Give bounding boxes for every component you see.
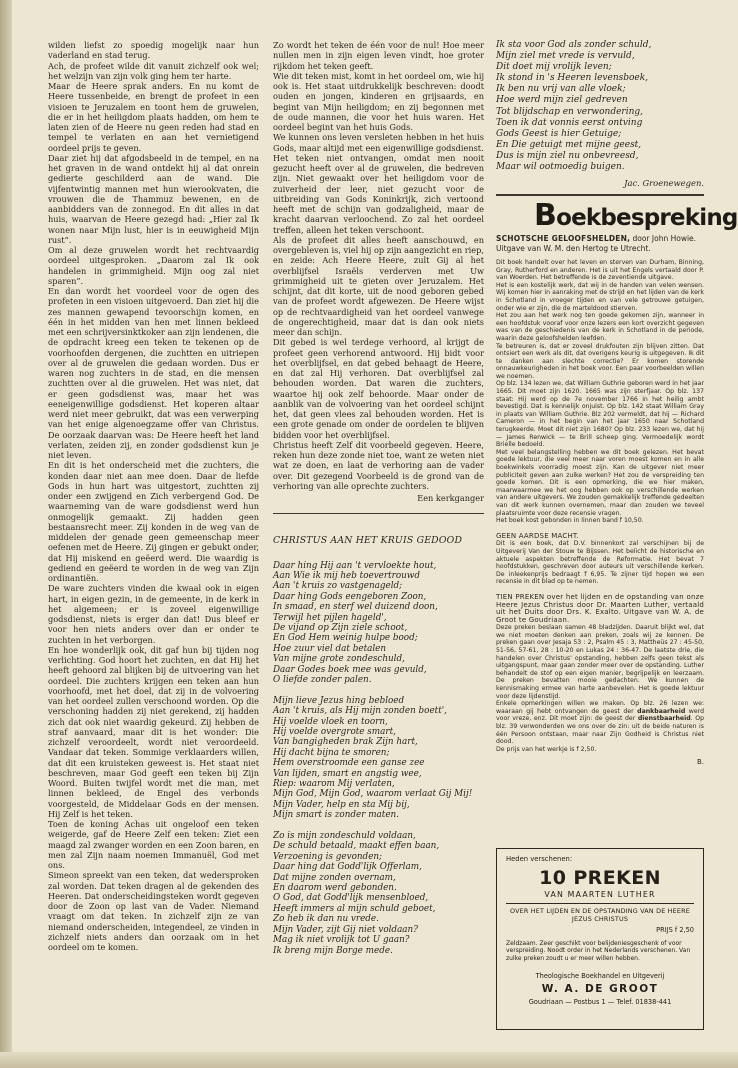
paragraph: Dit gebed is wel terdege verhoord, al krijgt de profeet geen verhorend antwoord. Hij bidt voor het overblijfsel, en dat gebed behaagt de Heere, en dat zal Hij verhoren. Dat overblijfsel zal behouden worden. Dat waren die zuchters, waartoe hij ook zelf behoorde. Maar onder de aanblik van de volvoering van het oordeel schijnt het, dat geen vlees zal behouden worden. Het is een grote genade om onder de oordelen te blijven bidden voor het overblijfsel. bbox=[273, 337, 484, 440]
paragraph: Zo wordt het teken de één voor de nul! Hoe meer nullen men in zijn eigen leven vindt, hoe groter rijkdom het teken geeft. bbox=[273, 40, 484, 71]
ad-publisher-type: Theologische Boekhandel en Uitgeverij bbox=[535, 972, 665, 981]
poem-line: Aan 't kruis zo vastgenageld; bbox=[273, 581, 403, 592]
ad-info: Zeldzaam. Zeer geschikt voor belijdeniesgeschenk of voor verspreiding. Noodt order in het Nederlands verschenen. Van zulke preken zoudt u er meer willen hebben. bbox=[506, 940, 691, 962]
paragraph: Christus heeft Zelf dit voorbeeld gegeven. Heere, reken hun deze zonde niet toe, want ze weten niet wat ze doen, en laat de verhoring aan de vader over. Dit gezegend Voorbeeld is de grond van de verhoring van alle oprechte zuchters. bbox=[273, 439, 484, 491]
poem-line: En daarom werd gebonden. bbox=[273, 883, 397, 894]
section-title bbox=[534, 198, 738, 234]
poem-continuation bbox=[496, 40, 704, 173]
poem-line: Daar hing dat Godd'lijk Offerlam, bbox=[273, 862, 422, 873]
poem-line: De schuld betaald, maakt effen baan, bbox=[273, 841, 440, 852]
poem-line: Daar hing Gods eengeboren Zoon, bbox=[273, 591, 427, 602]
ad-divider bbox=[506, 903, 694, 904]
review-byline: over het lijden en de opstanding van onze Heere Jezus Christus door Dr. Maarten Luther, vertaald uit het Duits door Drs. K. Exalto. Uitgave van W. A. de Groot te Goudriaan. bbox=[496, 592, 704, 624]
poem-line: Van lijden, smart en angstig wee, bbox=[273, 768, 422, 779]
poem-stanza bbox=[273, 561, 484, 686]
ad-publisher-name: W. A. DE GROOT bbox=[541, 983, 659, 996]
poem-line: Hem overstroomde een ganse zee bbox=[273, 758, 425, 769]
paragraph: De prijs van het werkje is f 2,50. bbox=[496, 745, 597, 753]
poem-line: Daar Godes boek mee was gevuld, bbox=[273, 664, 427, 675]
column-2 bbox=[273, 40, 484, 966]
section-divider bbox=[273, 513, 484, 514]
poem bbox=[273, 561, 484, 956]
article-signature: Een kerkganger bbox=[417, 493, 484, 503]
poem-line: Dit doet mij vrolijk leven; bbox=[496, 62, 612, 73]
poem-line: En Die getuigt met mijne geest, bbox=[496, 139, 642, 150]
poem-line: De vijand op Zijn ziele schoot, bbox=[273, 622, 408, 633]
poem-line: Mijn lieve Jezus hing bebloed bbox=[273, 695, 405, 706]
paragraph: Simeon spreekt van een teken, dat wedersproken zal worden. Dat teken dragen al de gekenden des Heeren. Dat onderscheidingsteken wordt gegeven door de Zoon op last van de Vader. Niemand vraagt om dat teken. In zichzelf zijn ze van niemand onderscheiden, integendeel, ze vinden in zichzelf niets anders dan oorzaak om in het oordeel om te komen. bbox=[48, 870, 259, 952]
paragraph: Dit boek handelt over het leven en sterven van Durham, Binning, Gray, Rutherford en anderen. Het is uit het Engels vertaald door P. van Woerden. Het betreffende is de zeventiende uitgave. bbox=[496, 258, 704, 282]
poem-line: Mijn smart is zonder maten. bbox=[273, 810, 399, 821]
poem-line: Riep: waarom Mij verlaten, bbox=[273, 779, 395, 790]
poem-line: In smaad, en sterf wel duizend doon, bbox=[273, 602, 438, 613]
poem-line: Ik ben nu vrij van alle vloek; bbox=[496, 84, 626, 95]
ad-address: Goudriaan — Postbus 1 — Telef. 01838-441 bbox=[528, 998, 672, 1007]
text-run: werd voor vreze, enz. Dit moet zijn: de geest der bbox=[496, 707, 705, 723]
poem-line: Terwijl het pijlen hageld', bbox=[273, 612, 387, 623]
paragraph: We kunnen ons leven versleten hebben in het huis Gods, maar altijd met een eigenwillige godsdienst. bbox=[273, 132, 484, 153]
poem-line: En God Hem weinig hulpe bood; bbox=[273, 633, 418, 644]
poem-stanza bbox=[273, 696, 484, 821]
review-heading bbox=[496, 234, 704, 253]
ad-intro: Heden verschenen: bbox=[506, 855, 573, 863]
paragraph: wilden liefst zo spoedig mogelijk naar hun vaderland en stad terug. bbox=[48, 40, 259, 61]
poem-line: Ik sta voor God als zonder schuld, bbox=[496, 40, 652, 50]
poem-line: Van bangigheden brak Zijn hart, bbox=[273, 737, 418, 748]
paragraph: Maar de Heere sprak anders. En nu komt de Heere tussenbeide, en brengt de profeet in een visioen te Jeruzalem en toont hem de gruwelen, die er in het heiligdom plaats hadden, om hem te laten zien of de Heere nu geen reden had stad en tempel te verlaten en aan het vernietigend oordeel prijs te geven. bbox=[48, 81, 259, 153]
poem-line: Aan 't kruis, als Hij mijn zonden boett', bbox=[273, 706, 447, 717]
poem-line: Dat mijne zonden overnam, bbox=[273, 872, 396, 883]
poem-line: Mijn Vader, zijt Gij niet voldaan? bbox=[273, 924, 418, 935]
binding-edge bbox=[0, 0, 12, 1068]
title-rest: oekbespreking bbox=[556, 205, 738, 232]
poem-line: Ik breng mijn Borge mede. bbox=[273, 945, 393, 956]
review-heading bbox=[496, 594, 704, 624]
review-book-title: TIEN PREKEN bbox=[496, 592, 545, 601]
paragraph: Op blz. 134 lezen we, dat William Guthrie geboren werd in het jaar 1665. Dit moet zijn 1620. 1665 was zijn sterfjaar. Op blz. 137 staat: Hij werd op de 7e november 1766 in het heilig ambt bevestigd. Dat is kennelijk onjuist. Op blz. 142 staat William Gray in plaats van William Guthrie. Blz 202 vermeldt, dat hij — Richard Cameron — in het begin van het jaar 1650 naar Schotland terugkeerde. Moet dit niet zijn 1680? Op blz. 233 lezen we, dat hij — James Renwick — te Brill scheep ging. Vermoedelijk wordt Brielle bedoeld. bbox=[496, 380, 704, 449]
paragraph: Wie dit teken mist, komt in het oordeel om, wie hij ook is. Het staat uitdrukkelijk beschreven: doodt ouden en jongen, kinderen en grijsaards, en begint van Mijn heiligdom; en zij begonnen met de oude mannen, die voor het huis waren. Het oordeel begint van het huis Gods. bbox=[273, 70, 484, 132]
poem-line: Hij voelde overgrote smart, bbox=[273, 726, 396, 737]
ad-price: PRIJS f 2,50 bbox=[656, 926, 694, 935]
paragraph: En dan wordt het voordeel voor de ogen des profeten in een visioen uitgevoerd. Dan ziet hij die zes mannen gewapend tevoorschijn komen, en één in het midden van hen met linnen bekleed met een schrijversinktkoker aan zijn lendenen, die de opdracht kreeg een teken te tekenen op de voorhoofden dergenen, die zuchtten en uitriepen over al de gruwelen die gedaan worden. Dus er waren nog zuchters in de stad, en die mensen zuchtten over al die gruwelen. Het was niet, dat er geen godsdienst was, maar het was eeneigenwillige godsdienst. Het koperen altaar werd niet meer gebruikt, dat was een verwerping van het enige algenoegzame offer van Christus. De oorzaak daarvan was: De Heere heeft het land verlaten, zeiden zij, en zonder godsdienst kun je niet leven. bbox=[48, 286, 259, 460]
review-body bbox=[496, 259, 704, 753]
poem-line: Hij dacht bijna te smoren; bbox=[273, 747, 390, 758]
paragraph: De ware zuchters vinden die kwaal ook in eigen hart, in eigen gezin, in de gemeente, in de kerk in het algemeen; er is zoveel eigenwillige godsdienst, niets is erger dan dat! Dus bleef er voor hen niets anders over dan er onder te zuchten in het verborgen. bbox=[48, 583, 259, 645]
poem-title: CHRISTUS AAN HET KRUIS GEDOOD bbox=[273, 535, 463, 547]
paragraph: Met veel belangstelling hebben we dit boek gelezen. Het bevat goede lektuur, die veel meer naar voren moest komen en in alle boekwinkels voorradig moest zijn. Kan de uitgever niet meer publiciteit geven aan zulke werken? Het zou de verspreiding ten goede komen. Dit is een opmerking, die we hier maken, maarwaarmee we het oog hebben ook op verschillende werken van andere uitgevers. We zouden gemakkelijk treffende gedeelten van dit werk kunnen overnemen, maar dan zouden we teveel plaatsruimte voor deze recensie vragen. bbox=[496, 448, 704, 517]
poem-line: Heeft immers al mijn schuld geboet, bbox=[273, 903, 436, 914]
poem-line: Mijn God, Mijn God, waarom verlaat Gij Mij! bbox=[273, 789, 473, 800]
paragraph: En hoe wonderlijk ook, dit gaf hun bij tijden nog verlichting. God hoort het zuchten, en dat Hij het heeft gehoord zal blijken bij de uitvoering van het oordeel. Die zuchters krijgen een teken aan hun voorhoofd, met het doel, dat zij in de volvoering van het oordeel zullen verschoond worden. Op die verschoning hadden zij niet gerekend, zij hadden zich dat ook niet waardig gekeurd. Zij hebben de straf aanvaard, maar dit is het wonder: Die zichzelf veroordeelt, wordt niet veroordeeld. Vandaar dat teken. Sommige verklaarders willen, dat dit een kruisteken geweest is. Het staat niet beschreven, maar God geeft een teken bij Zijn Woord. Buiten twijfel wordt met die man, met linnen bekleed, de Engel des verbonds voorgesteld, de Middelaar Gods en der mensen. Hij Zelf is het teken. bbox=[48, 644, 259, 819]
poem-line: Gods Geest is hier Getuige; bbox=[496, 128, 622, 139]
section-divider bbox=[496, 194, 704, 196]
paragraph bbox=[496, 700, 704, 746]
poem-author: Jac. Groenewegen. bbox=[624, 178, 704, 189]
reviewer-initial: B. bbox=[696, 758, 704, 767]
paragraph: Het teken niet ontvangen, omdat men nooit gezucht heeft over al de gruwelen, die bedreven zijn. Niet gewaakt over het heiligdom voor de zuiverheid der leer, niet gezucht voor de uitbreiding van Gods Koninkrijk, zich vertoond heeft met de schijn van godzaligheid, maar de kracht daarvan verloochend. Zo zal het oordeel treffen, alleen het teken verschoont. bbox=[273, 152, 484, 235]
text-run: . Op blz. 39 verwonderden we ons over de zin: uit de beide naturen is één Persoon ontstaan, maar naar Zijn Godheid is Christus niet dood. bbox=[496, 715, 705, 746]
paragraph: Om al deze gruwelen wordt het rechtvaardig oordeel uitgesproken. „Daarom zal Ik ook handelen in grimmigheid. Mijn oog zal niet sparen”. bbox=[48, 245, 259, 286]
text-run: Enkele opmerkingen willen we maken. Op blz. 26 lezen we: waaraan gij hebt ontvangen de geest der bbox=[496, 700, 704, 715]
poem-line: Zo is mijn zondeschuld voldaan, bbox=[273, 831, 416, 842]
poem-line: Mijn Vader, help en sta Mij bij, bbox=[273, 799, 410, 810]
ad-headline: 10 PREKEN bbox=[539, 867, 661, 889]
paragraph: Deze preken beslaan samen 48 bladzijden. Daaruit blijkt wel, dat we niet moeten denken aan preken, zoals wij ze kennen. De preken gaan over Jesaja 53 : 2, Psalm 45 : 3, Mattheüs 27 : 45-50, 51-56, 57-61, 28 : 10-20 en Lukas 24 : 36-47. De laatste drie, die handelen over Christus' opstanding, hebben zelfs geen tekst als uitgangspunt, maar gaan zonder meer over de opstanding. Luther behandelt de stof op een eigen manier, begrijpelijk en leerzaam. De preken bevatten mooie gedachten. We kunnen de kennismaking ermee van harte aanbevelen. Het is goede lektuur voor deze lijdenstijd. bbox=[496, 624, 704, 700]
paragraph: Te betreuren is, dat er zoveel drukfouten zijn blijven zitten. Dat ontsiert een werk als dit, dat overigens keurig is uitgegeven. Ik dit te danken aan slechte correctie? Er komen storende onnauwkeurigheden in het boek voor. Een paar voorbeelden willen we noemen. bbox=[496, 342, 704, 380]
bold-word: dienstbaarheid bbox=[637, 715, 691, 723]
poem-line: Maar wil ootmoedig buigen. bbox=[496, 162, 625, 173]
poem-line: Toen ik dat vonnis eerst ontving bbox=[496, 117, 643, 128]
poem-stanza bbox=[273, 831, 484, 956]
ad-subheadline: VAN MAARTEN LUTHER bbox=[544, 890, 656, 899]
poem-line: Ik stond in 's Heeren levensboek, bbox=[496, 73, 649, 84]
poem-line: Hoe werd mijn ziel gedreven bbox=[496, 95, 628, 106]
advertisement bbox=[496, 848, 704, 1030]
page-bottom-edge bbox=[0, 1052, 738, 1068]
review-book-title: SCHOTSCHE GELOOFSHELDEN, bbox=[496, 234, 631, 244]
poem-line: Daar hing Hij aan 't vervloekte hout, bbox=[273, 560, 437, 571]
paragraph: Het is een kostelijk werk, dat wij in de handen van velen wensen. Wij komen hier in aanraking met de strijd en het lijden van de kerk in Schotland in vroeger tijden en van vele getrouwe getuigen, onder wie er zijn, die de marteldood stierven. bbox=[496, 281, 704, 312]
bold-word: dankbaarheid bbox=[637, 707, 686, 715]
poem-line: Van mijne grote zondeschuld, bbox=[273, 654, 405, 665]
poem-line: Mag ik niet vrolijk tot U gaan? bbox=[273, 935, 410, 946]
column-1 bbox=[48, 40, 259, 952]
paragraph: Als de profeet dit alles heeft aanschouwd, en overgebleven is, viel hij op zijn aangezicht en riep, en zeide: Ach Heere Heere, zult Gij al het overblijfsel Israëls verderven met Uw grimmigheid uit te gieten over Jeruzalem. Het schijnt, dat dit korte, uit de nood geboren gebed van de profeet wordt afgewezen. De Heere wijst op de rechtvaardigheid van het oordeel vanwege de ongerechtigheid, maar dat is dan ook niets meer dan schijn. bbox=[273, 234, 484, 337]
poem-line: Aan Wie ik mij heb toevertrouwd bbox=[273, 570, 420, 581]
poem-line: Zo heb ik dan nu vrede. bbox=[273, 914, 379, 925]
review-byline: door John Howie. Uitgave van W. M. den Hertog te Utrecht. bbox=[496, 234, 697, 253]
column-3 bbox=[496, 40, 738, 768]
poem-line: Tot blijdschap en verwondering, bbox=[496, 106, 644, 117]
poem-line: O God, dat Godd'lijk mensenbloed, bbox=[273, 893, 429, 904]
title-initial: B bbox=[534, 198, 557, 234]
poem-line: Dus is mijn ziel nu onbevreesd, bbox=[496, 150, 639, 161]
poem-line: Hij voelde vloek en toorn, bbox=[273, 716, 388, 727]
poem-line: Verzoening is gevonden; bbox=[273, 851, 383, 862]
poem-line: Mijn ziel met vrede is vervuld, bbox=[496, 51, 635, 62]
paragraph: Toen de koning Achas uit ongeloof een teken weigerde, gaf de Heere Zelf een teken: Ziet een maagd zal zwanger worden en een Zoon baren, en men zal Zijn naam noemen Immanuël, God met ons. bbox=[48, 819, 259, 870]
review-heading: GEEN AARDSE MACHT. bbox=[496, 531, 579, 540]
paragraph: Ach, de profeet wilde dit vanuit zichzelf ook wel; het welzijn van zijn volk ging hem ter harte. bbox=[48, 60, 259, 81]
paragraph: En dit is het onderscheid met die zuchters, die konden daar niet aan mee doen. Daar de liefde Gods in hun hart was uitgestort, zuchtten zij onder een zwijgend en Zich verbergend God. De waarneming van de ware godsdienst werd hun onmogelijk gemaakt. Zij hadden geen bestaansrecht meer. Zij konden in de weg van de middelen der genade geen gemeenschap meer oefenen met de Heere. Zij gingen er gebukt onder, dat Hij miskend en geëerd werd. Die waardig is gediend en geëerd te worden in de weg van Zijn ordinantiën. bbox=[48, 460, 259, 583]
ad-description: OVER HET LIJDEN EN DE OPSTANDING VAN DE HEERE JEZUS CHRISTUS bbox=[509, 907, 691, 923]
poem-line: O liefde zonder palen. bbox=[273, 674, 372, 685]
poem-line: Hoe zuur viel dat betalen bbox=[273, 643, 387, 654]
paragraph: Dit is een boek, dat D.V. binnenkort zal verschijnen bij de Uitgeverij Van der Stouw te Bijssen. Het belicht de historische en aktuele aspekten betreffende de Reformatie. Het bevat 7 hoofdstukken, geschreven door auteurs uit verschillende kerken. De inleekenprijs bedraagt f 6,95. Te zijner tijd hopen we een recensie in dit blad op te nemen. bbox=[496, 540, 704, 586]
paragraph: Het zou aan het werk nog ten goede gekomen zijn, wanneer in een hoofdstuk vooraf voor onze lezers een kort overzicht gegeven was van de geschiedenis van de kerk in Schotland in de periode, waarin deze geloofshelden leefden. bbox=[496, 312, 704, 342]
paragraph: Het boek kost gebonden in linnen band f 10,50. bbox=[496, 517, 644, 525]
paragraph: Daar ziet hij dat afgodsbeeld in de tempel, en na het graven in de wand ontdekt hij al dat onrein gedierte geschilderd aan de wand. Die vijfentwintig mannen met hun wierookvaten, die vrouwen die de Thammuz bewenen, en de aanbidders van de zonnegod. En dit alles in dat huis, waarvan de Heere gezegd had: „Hier zal Ik wonen naar Mijn lust, hier is in eeuwigheid Mijn rust”. bbox=[48, 152, 259, 245]
